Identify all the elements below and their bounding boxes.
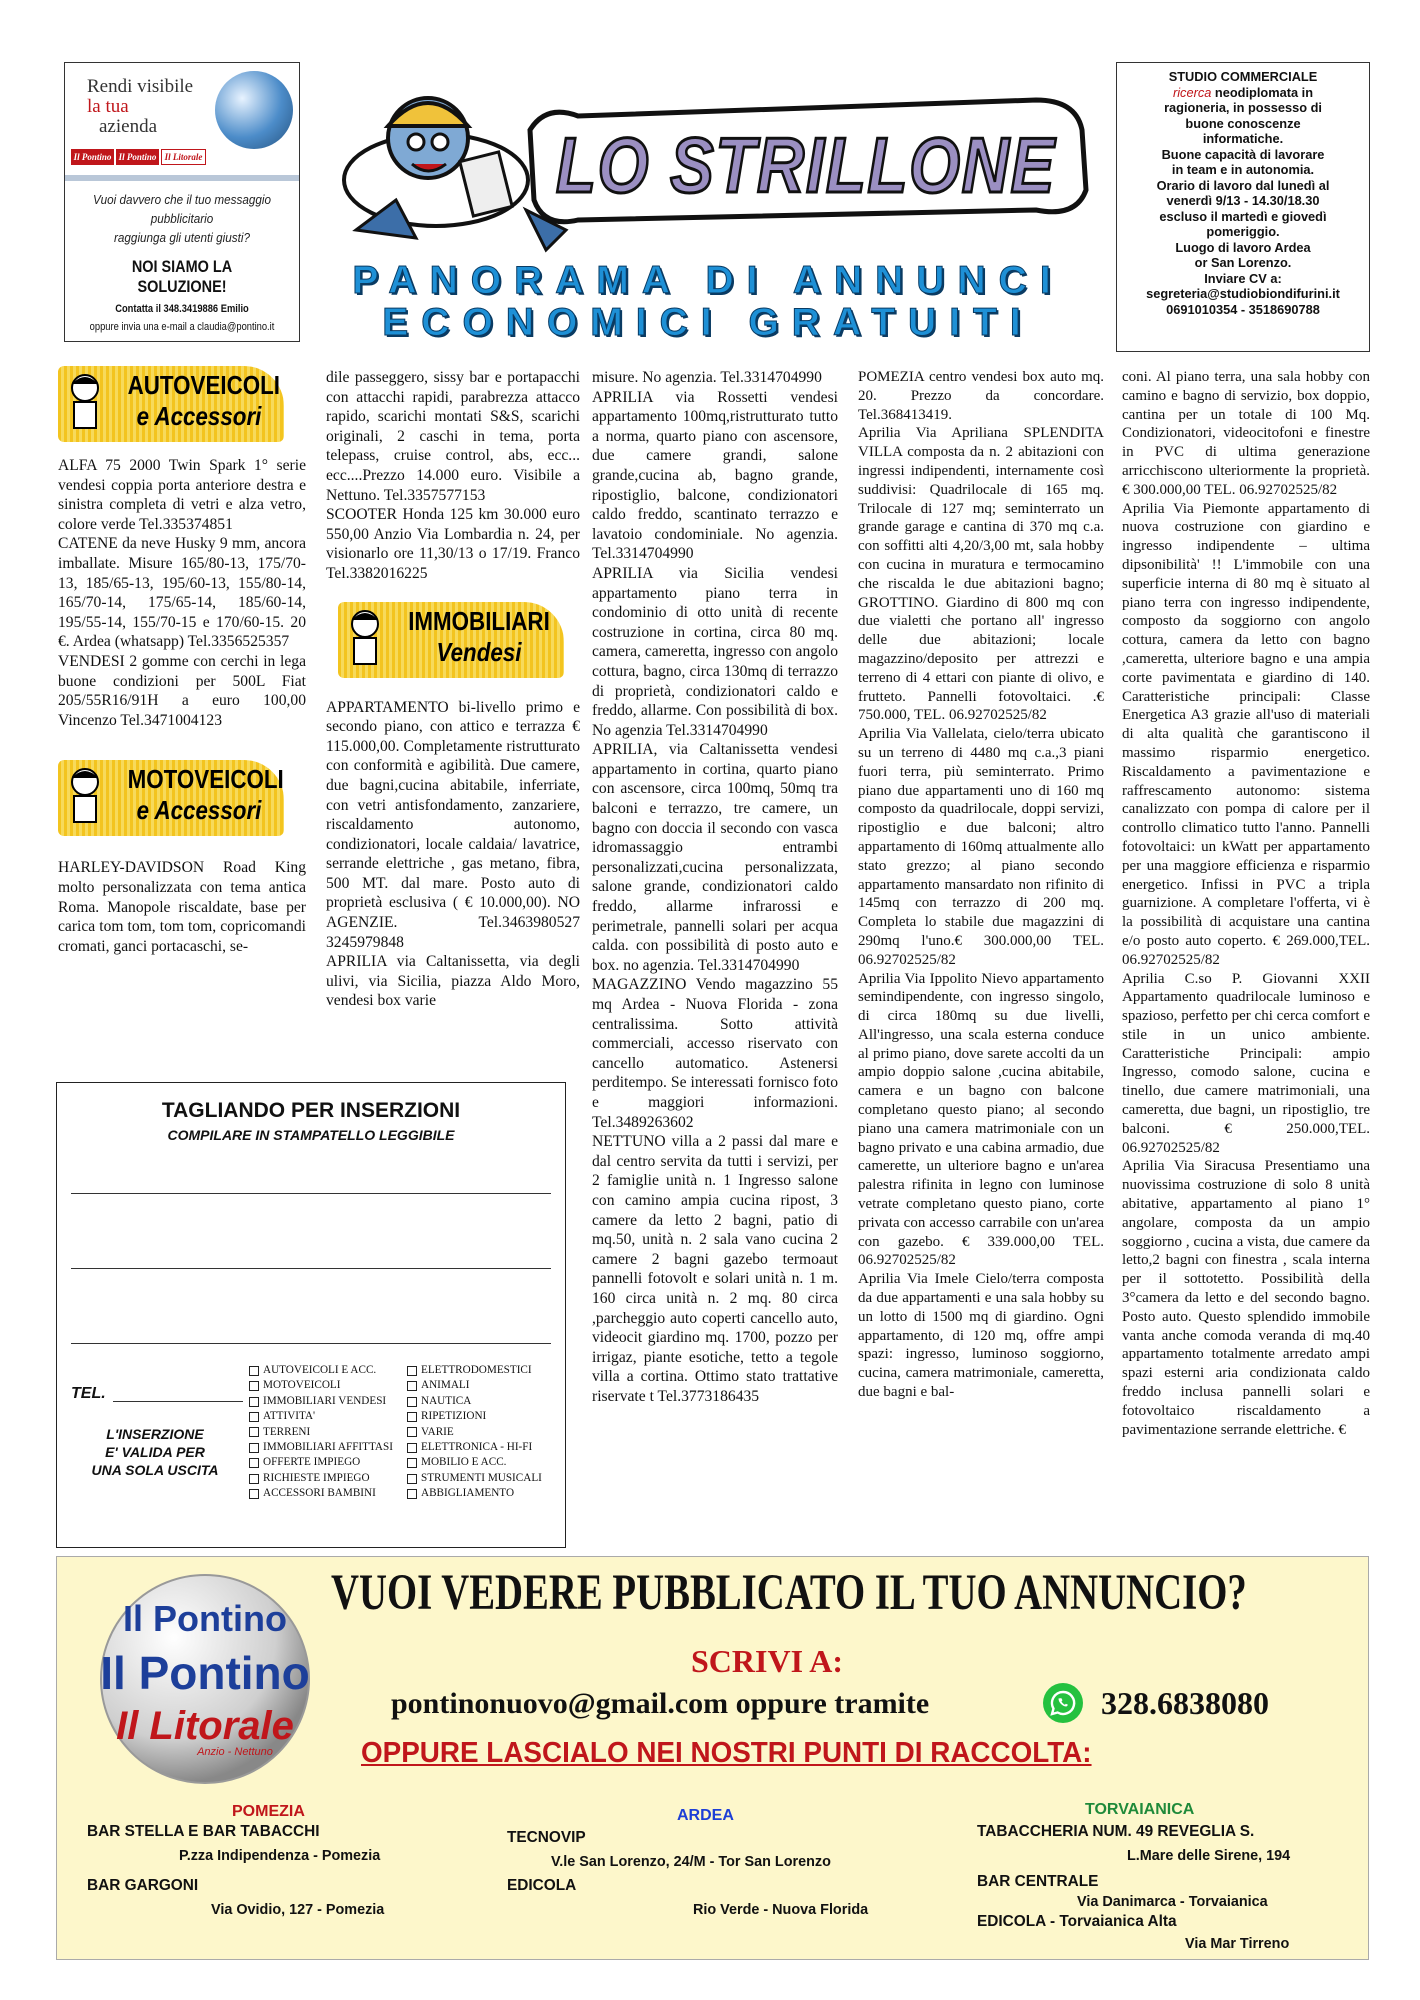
newsboy-icon: [64, 370, 106, 436]
point-address: V.le San Lorenzo, 24/M - Tor San Lorenzo: [551, 1854, 831, 1870]
svg-text:Il Pontino: Il Pontino: [123, 1598, 287, 1639]
point-address: P.zza Indipendenza - Pomezia: [179, 1848, 381, 1864]
category-checkbox[interactable]: RICHIESTE IMPIEGO: [249, 1471, 393, 1486]
listing: Aprilia Via Ippolito Nievo appartamento semindipendente, con ingresso singolo, di circa 180mq su due livelli, All'ingresso, una scala esterna conduce al primo piano, dove sarete accolti da un ampio doppio salone ,cucina abitabile, camera e un bagno con balcone completano questo piano; al secondo piano una camera matrimoniale con un bagno privato e una cabina armadio, due camerette, un ulteriore bagno e un'area palestra rifinita in legno con luminose vetrate completano questo piano, corte privata con accesso carrabile con un'area con gazebo. € 339.000,00 TEL. 06.92702525/82: [858, 970, 1104, 1269]
category-checklist-left: [249, 1363, 393, 1502]
newspaper-ball-logo: [95, 1569, 315, 1789]
insertion-form: [56, 1082, 566, 1548]
category-checkbox[interactable]: ELETTRODOMESTICI: [407, 1363, 542, 1378]
ad-contact: Contatta il 348.3419886 Emilio oppure invia una e-mail a claudia@pontino.it: [89, 303, 275, 333]
category-checkbox[interactable]: ELETTRONICA - HI-FI: [407, 1440, 542, 1455]
listing: Aprilia Via Siracusa Presentiamo una nuovissima costruzione di solo 8 unità abitative, appartamento al piano 1° angolare, composta da un ampio soggiorno , cucina a vista, due camere da letto,2 bagni con finestra , scala interna per il sottotetto. Possibilità della 3°camera da letto e del secondo bagno. Posto auto. Questo splendido immobile vanta anche comoda veranda di mq.40 appartamento totalmente arredato ampi spazi esterni aria condizionata caldo freddo inclusa pannelli solari e fotovoltaico riscaldamento a pavimentazione serrande elettriche. €: [1122, 1158, 1370, 1438]
listing: APPARTAMENTO bi-livello primo e secondo piano, con attico e terrazza € 115.000,00. Completamente ristrutturato con conformità e agibilità. Due camere, due bagni,cucina abitabile, inferriate, con vetri antisfondamento, zanzariere, riscaldamento autonomo, condizionatori, locale caldaia/ lavatrice, serrande elettriche , gas metano, fibra, 500 MT. dal mare. Posto auto di proprietà esclusiva ( € 10.000,00). NO AGENZIE. Tel.3463980527 3245979848: [326, 698, 580, 951]
category-checkbox[interactable]: TERRENI: [249, 1425, 393, 1440]
category-checkbox[interactable]: IMMOBILIARI VENDESI: [249, 1394, 393, 1409]
listing: NETTUNO villa a 2 passi dal mare e dal centro servita da tutti i servizi, per 2 famiglie unità n. 1 Ingresso salone con camino ampia cucina ripost, 3 camere da letto 2 bagni, patio di mq.50, unità n. 2 sala vano cucina 2 camere 2 bagni gazebo termoaut pannelli fotovolt e solari unità n. 1 m. 160 circa unità n. 2 mq. 80 circa ,parcheggio auto coperti cancello auto, videocit giardino mq. 1700, pozzo per irrigaz, piante esotiche, tetto a tegole villa a cortina. Ottimo stato trattative riservate t Tel.3773186435: [592, 1133, 838, 1405]
category-checkbox[interactable]: ABBIGLIAMENTO: [407, 1486, 542, 1501]
contact-email[interactable]: pontinonuovo@gmail.com oppure tramite: [391, 1687, 930, 1720]
listing: misure. No agenzia. Tel.3314704990: [592, 369, 822, 386]
column-4: [858, 368, 1104, 1402]
city-pomezia: POMEZIA: [232, 1803, 305, 1820]
point-address: Via Ovidio, 127 - Pomezia: [211, 1902, 385, 1918]
listing: Aprilia C.so P. Giovanni XXII Appartamento quadrilocale luminoso e spazioso, perfetto per chi cerca comfort e stile in un unico ambiente. Caratteristiche Principali: ampio Ingresso, comodo salone, cucina e tinello, due camere matrimoniali, una cameretta, due bagni, un ripostiglio, tre balconi. € 250.000,TEL. 06.92702525/82: [1122, 970, 1370, 1156]
category-checkbox[interactable]: MOTOVEICOLI: [249, 1378, 393, 1393]
category-autoveicoli: AUTOVEICOLI e Accessori: [58, 366, 284, 442]
listing: HARLEY-DAVIDSON Road King molto personalizzata con tema antica Roma. Manopole riscaldate, base per carica tom tom, tom tom, copricomandi cromati, ganci portacaschi, se-: [58, 859, 306, 955]
svg-text:Anzio - Nettuno: Anzio - Nettuno: [197, 1746, 273, 1758]
category-checkbox[interactable]: MOBILIO E ACC.: [407, 1455, 542, 1470]
point-name: EDICOLA: [507, 1877, 577, 1894]
ad-headline: Rendi visibile la tua azienda: [87, 76, 194, 137]
category-checkbox[interactable]: ACCESSORI BAMBINI: [249, 1486, 393, 1501]
category-checkbox[interactable]: NAUTICA: [407, 1394, 542, 1409]
column-2: [326, 368, 580, 1011]
city-ardea: ARDEA: [677, 1807, 734, 1824]
point-name: TABACCHERIA NUM. 49 REVEGLIA S.: [977, 1823, 1255, 1840]
listing: Aprilia Via Vallelata, cielo/terra ubicato su un terreno di 4480 mq c.a.,3 piani fuori terra, più seminterrato. Primo piano due appartamenti uno di 160 mq composto da quadrilocale, doppi servizi, ripostiglio e due balconi; altro appartamento di 160mq attualmente allo stato grezzo; al piano secondo appartamento mansardato non rifinito di 145mq con terrazzo di 200 mq. Completa lo stabile due magazzini di 290mq l'uno.€ 300.000,00 TEL. 06.92702525/82: [858, 726, 1104, 968]
form-subtitle: COMPILARE IN STAMPATELLO LEGGIBILE: [167, 1127, 455, 1143]
collection-points-title: OPPURE LASCIALO NEI NOSTRI PUNTI DI RACCOLTA:: [361, 1737, 1092, 1769]
masthead-subtitle: PANORAMA DI ANNUNCI ECONOMICI GRATUITI: [352, 259, 1064, 344]
newsboy-icon: [344, 606, 386, 672]
form-validity-note: L'INSERZIONE E' VALIDA PER UNA SOLA USCITA: [91, 1426, 219, 1478]
ad-slogan: NOI SIAMO LA SOLUZIONE!: [131, 257, 233, 296]
point-address: L.Mare delle Sirene, 194: [1127, 1848, 1291, 1864]
category-checkbox[interactable]: IMMOBILIARI AFFITTASI: [249, 1440, 393, 1455]
category-immobiliari: IMMOBILIARI Vendesi: [338, 602, 564, 678]
listing: Aprilia Via Apriliana SPLENDITA VILLA composta da n. 2 abitazioni con ingressi indipendenti, internamente così suddivisi: Quadrilocale di 165 mq. Trilocale di 127 mq; seminterrato un grande garage e cantina di 370 mq c.a. con soffitti alti 4,20/3,00 mt, sala hobby con cucina in muratura e termocamino che riscalda le due abitazioni bagno; GROTTINO. Giardino di 800 mq con due vialetti che portano all' ingresso delle due abitazioni; locale magazzino/deposito per attrezzi e terreno di 4 ettari con piante di olivo, e frutteto. Pannelli fotovoltaici. .€ 750.000, TEL. 06.92702525/82: [858, 425, 1104, 724]
category-checkbox[interactable]: OFFERTE IMPIEGO: [249, 1455, 393, 1470]
svg-text:Il Pontino: Il Pontino: [100, 1647, 310, 1699]
listing: APRILIA via Rossetti vendesi appartamento 100mq,ristrutturato tutto a norma, quarto piano con ascensore, due camere grandi, salone grande,cucina ab, bagno grande, ripostiglio, balcone, condizionatori caldo freddo, scantinato terrazzo e lavatoio condominiale. No agenzia. Tel.3314704990: [592, 388, 838, 563]
point-name: TECNOVIP: [507, 1829, 586, 1846]
listing: POMEZIA centro vendesi box auto mq. 20. Prezzo da concordare. Tel.368413419.: [858, 369, 1104, 423]
point-address: Via Mar Tirreno: [1185, 1936, 1290, 1952]
point-name: BAR STELLA E BAR TABACCHI: [87, 1823, 320, 1840]
point-address: Via Danimarca - Torvaianica: [1077, 1894, 1268, 1910]
category-checkbox[interactable]: ANIMALI: [407, 1378, 542, 1393]
listing: VENDESI 2 gomme con cerchi in lega buone condizioni per 500L Fiat 205/55R16/91H a euro 100,00 Vincenzo Tel.3471004123: [58, 652, 306, 729]
tel-label: TEL.: [71, 1385, 106, 1402]
ad-pitch: Vuoi davvero che il tuo messaggio pubblicitario raggiunga gli utenti giusti?: [92, 192, 272, 245]
listing: ALFA 75 2000 Twin Spark 1° serie vendesi coppia porta anteriore destra e sinistra completa di vetri e alza vetro, colore verde Tel.335374851: [58, 457, 306, 533]
point-name: EDICOLA - Torvaianica Alta: [977, 1913, 1177, 1930]
ad-visibility: [64, 62, 300, 342]
contact-phone[interactable]: 328.6838080: [1101, 1685, 1269, 1721]
tel-field[interactable]: [113, 1401, 243, 1402]
masthead-title: LO STRILLONE: [556, 121, 1056, 209]
form-title: TAGLIANDO PER INSERZIONI: [161, 1099, 461, 1122]
category-checkbox[interactable]: STRUMENTI MUSICALI: [407, 1471, 542, 1486]
listing: dile passeggero, sissy bar e portapacchi con attacchi rapidi, parabrezza attacco rapido, scarichi montati S&S, scarichi originali, 2 caschi in tema, porta telepass, cruise control, abs, ecc... ecc....Prezzo 14.000 euro. Visibile a Nettuno. Tel.3357577153: [326, 369, 580, 504]
point-address: Rio Verde - Nuova Florida: [693, 1902, 869, 1918]
publish-banner: [56, 1556, 1369, 1960]
ad-job-offer: STUDIO COMMERCIALE ricerca neodiplomata in ragioneria, in possesso di buone conoscenze informatiche. Buone capacità di lavorare in team e in autonomia. Orario di lavoro dal lunedì al venerdì 9/13 - 14.30/18.30 escluso il martedì e giovedì pomeriggio. Luogo di lavoro Ardea or San Lorenzo. Inviare CV a: segreteria@studiobiondifurini.it 0691010354 - 3518690788: [1116, 62, 1370, 352]
globe-icon: [215, 71, 293, 149]
point-name: BAR GARGONI: [87, 1877, 199, 1894]
category-checkbox[interactable]: VARIE: [407, 1425, 542, 1440]
category-checkbox[interactable]: ATTIVITA': [249, 1409, 393, 1424]
masthead: [316, 60, 1100, 344]
whatsapp-icon: [1043, 1683, 1083, 1723]
column-5: [1122, 368, 1370, 1439]
column-3: [592, 368, 838, 1406]
listing: MAGAZZINO Vendo magazzino 55 mq Ardea - Nuova Florida - zona centralissima. Sotto attività commerciali, accesso riservato con cancello automatico. Astenersi perditempo. Se interessati fornisco foto e maggiori informazioni. Tel.3489263602: [592, 976, 838, 1131]
listing: APRILIA, via Caltanissetta vendesi appartamento in cortina, quarto piano con ascensore, circa 100mq, 50mq tra balconi e terrazzo, tre camere, un bagno con doccia il secondo con vasca idromassaggio entrambi personalizzati,cucina personalizzata, salone grande, condizionatori caldo freddo, allarme infrarossi e perimetrale, pannelli solari per acqua calda. con possibilità di posto auto e box. no agenzia. Tel.3314704990: [592, 741, 838, 974]
listing: APRILIA via Caltanissetta, via degli ulivi, via Sicilia, piazza Aldo Moro, vendesi box varie: [326, 953, 580, 1010]
column-1: [58, 362, 306, 956]
divider: [65, 175, 299, 181]
publish-question: VUOI VEDERE PUBBLICATO IL TUO ANNUNCIO?: [331, 1565, 1247, 1621]
listing: SCOOTER Honda 125 km 30.000 euro 550,00 Anzio Via Lombardia n. 24, per visionarlo ore 11,30/13 o 17/19. Franco Tel.3382016225: [326, 506, 580, 582]
svg-text:Il Litorale: Il Litorale: [116, 1704, 294, 1748]
masthead-logo: [316, 60, 1100, 260]
form-line-1[interactable]: [71, 1193, 551, 1194]
listing: CATENE da neve Husky 9 mm, ancora imballate. Misure 165/80-13, 175/70-13, 185/65-13, 195/60-13, 155/80-14, 165/70-14, 175/65-14, 185/60-14, 195/55-14, 155/70-15 e 170/60-15. 20 €. Ardea (whatsapp) Tel.3356525357: [58, 535, 306, 651]
point-name: BAR CENTRALE: [977, 1873, 1099, 1890]
category-checkbox[interactable]: RIPETIZIONI: [407, 1409, 542, 1424]
listing: APRILIA via Sicilia vendesi appartamento piano terra in condominio di otto unità di recente costruzione in cortina, circa 80 mq. camera, cameretta, ingresso con angolo cottura, bagno, circa 130mq di terrazzo di proprietà, condizionatori caldo e freddo, allarme. Con possibilità di box. No agenzia Tel.3314704990: [592, 564, 838, 739]
form-line-2[interactable]: [71, 1268, 551, 1269]
listing: coni. Al piano terra, una sala hobby con camino e bagno di servizio, box doppio, cantina per un totale di 100 Mq. Condizionatori, videocitofoni e finestre in PVC di ultima generazione arricchiscono ulteriormente la proprietà. € 300.000,00 TEL. 06.92702525/82: [1122, 369, 1370, 498]
form-line-3[interactable]: [71, 1343, 551, 1344]
newspaper-logos: Il Pontino Il Pontino Il Litorale: [71, 149, 206, 165]
city-torvaianica: TORVAIANICA: [1085, 1801, 1195, 1818]
category-checklist-right: [407, 1363, 542, 1502]
listing: Aprilia Via Piemonte appartamento di nuova costruzione con giardino e ingresso indipendente – ultima dipsonibilità' !! L'immobile con una superficie interna di 80 mq è situato al piano terra con ingresso indipendente, composto da soggiorno con angolo cottura, camera da letto con bagno ,cameretta, ulteriore bagno e una ampia corte pavimentata e giardino di 140. Caratteristiche principali: Classe Energetica A3 grazie all'uso di materiali di alta qualità che garantiscono il massimo risparmio energetico. Riscaldamento a pavimentazione e raffrescamento autonomo: sistema canalizzato con pompa di calore per il controllo climatico tutto l'anno. Pannelli fotovoltaici: un kWatt per appartamento per una maggiore efficienza e risparmio energetico. Infissi in PVC a tripla guarnizione. A completare l'offerta, vi è la possibilità di acquistare una cantina e/o posto auto coperto. € 269.000,TEL. 06.92702525/82: [1122, 500, 1370, 968]
listing: Aprilia Via Imele Cielo/terra composta da due appartamenti e una sala hobby su un lotto di 1500 mq di giardino. Ogni appartamento, di 120 mq, offre ampi spazi: ingresso, luminoso soggiorno, cucina, camera matrimoniale, cameretta, due bagni e bal-: [858, 1271, 1104, 1401]
category-motoveicoli: MOTOVEICOLI e Accessori: [58, 760, 284, 836]
category-checkbox[interactable]: AUTOVEICOLI E ACC.: [249, 1363, 393, 1378]
newsboy-icon: [64, 764, 106, 830]
write-to-label: SCRIVI A:: [690, 1643, 844, 1679]
